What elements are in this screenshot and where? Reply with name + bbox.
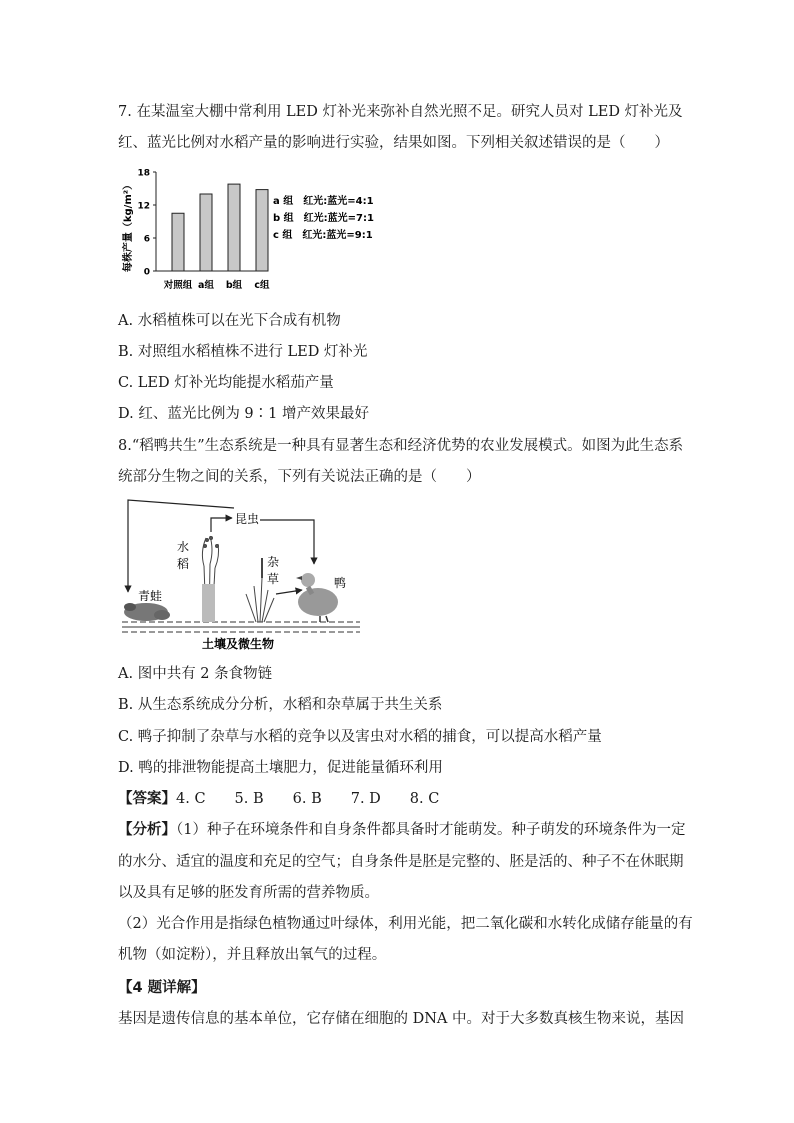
analysis-line2: 的水分、适宜的温度和充足的空气；自身条件是胚是完整的、胚是活的、种子不在休眠期 [118, 854, 684, 870]
y-tick-label: 18 [137, 168, 150, 179]
weed-label-2: 草 [267, 572, 280, 586]
bar-0 [172, 213, 184, 271]
weed-label-1: 杂 [267, 555, 280, 569]
arrow-rice-to-insect [211, 518, 232, 532]
analysis-line1 [118, 820, 685, 840]
q8-food-web-diagram [116, 494, 366, 654]
x-tick-label-1: a组 [198, 280, 214, 291]
y-tick-label: 6 [143, 234, 150, 245]
duck-label: 鸭 [334, 576, 347, 590]
q8-option-b: B. 从生态系统成分分析，水稻和杂草属于共生关系 [118, 697, 443, 713]
q7-option-a: A. 水稻植株可以在光下合成有机物 [118, 313, 341, 329]
legend-entry-b: b 组 红光:蓝光=7:1 [273, 213, 374, 224]
rice-label-2: 稻 [177, 557, 190, 571]
insect-label: 昆虫 [235, 512, 260, 526]
q8-option-a: A. 图中共有 2 条食物链 [118, 666, 273, 682]
bar-1 [200, 194, 212, 271]
duck-illustration [296, 573, 338, 622]
q7-bar-chart [118, 164, 418, 299]
analysis-line4: （2）光合作用是指绿色植物通过叶绿体，利用光能，把二氧化碳和水转化成储存能量的有 [118, 916, 693, 932]
rice-label-1: 水 [177, 540, 190, 554]
q7-option-d: D. 红、蓝光比例为 9∶1 增产效果最好 [118, 406, 369, 422]
y-axis-label: 每株产量（kg/m²） [123, 179, 134, 273]
answer-label: 【答案】 [118, 791, 176, 807]
y-tick-label: 0 [143, 267, 150, 278]
q8-stem-line2: 统部分生物之间的关系，下列有关说法正确的是（ ） [118, 469, 481, 485]
q7-stem-line2: 红、蓝光比例对水稻产量的影响进行实验，结果如图。下列相关叙述错误的是（ ） [118, 135, 669, 151]
x-tick-label-0: 对照组 [163, 280, 193, 291]
frog-label: 青蛙 [138, 589, 163, 603]
analysis-line3: 以及具有足够的胚发育所需的营养物质。 [118, 885, 379, 901]
x-tick-label-3: c组 [254, 280, 270, 291]
arrow-weed-to-duck [276, 590, 302, 594]
soil-label: 土壤及微生物 [202, 637, 275, 651]
q7-stem-line1: 7. 在某温室大棚中常利用 LED 灯补光来弥补自然光照不足。研究人员对 LED 灯补光及 [118, 104, 683, 120]
q8-option-d: D. 鸭的排泄物能提高土壤肥力，促进能量循环利用 [118, 760, 443, 776]
legend-entry-a: a 组 红光:蓝光=4:1 [273, 196, 374, 207]
legend-entry-c: c 组 红光:蓝光=9:1 [273, 230, 373, 241]
x-tick-labels [163, 279, 270, 291]
frog-illustration [124, 603, 170, 621]
analysis-text1: （1）种子在环境条件和自身条件都具备时才能萌发。种子萌发的环境条件为一定 [176, 822, 686, 838]
bar-2 [228, 184, 240, 271]
ground-lines [122, 622, 360, 632]
q8-stem-line1: 8.“稻鸭共生”生态系统是一种具有显著生态和经济优势的农业发展模式。如图为此生态系 [118, 438, 684, 454]
bar-3 [256, 190, 268, 271]
bars [172, 184, 268, 271]
rice-plant-illustration [202, 536, 219, 622]
x-tick-label-2: b组 [225, 280, 243, 291]
detail4-line1: 基因是遗传信息的基本单位，它存储在细胞的 DNA 中。对于大多数真核生物来说，基因 [118, 1011, 684, 1027]
chart-legend [273, 194, 374, 241]
y-ticks [137, 169, 156, 278]
q7-option-b: B. 对照组水稻植株不进行 LED 灯补光 [118, 344, 368, 360]
answer-text: 4. C 5. B 6. B 7. D 8. C [176, 791, 440, 807]
y-tick-label: 12 [137, 201, 150, 212]
detail4-heading: 【4 题详解】 [118, 980, 206, 996]
q7-option-c: C. LED 灯补光均能提水稻茄产量 [118, 375, 334, 391]
answer-line [118, 789, 439, 809]
q8-option-c: C. 鸭子抑制了杂草与水稻的竞争以及害虫对水稻的捕食，可以提高水稻产量 [118, 729, 602, 745]
analysis-label: 【分析】 [118, 822, 176, 838]
analysis-line5: 机物（如淀粉），并且释放出氧气的过程。 [118, 947, 387, 963]
